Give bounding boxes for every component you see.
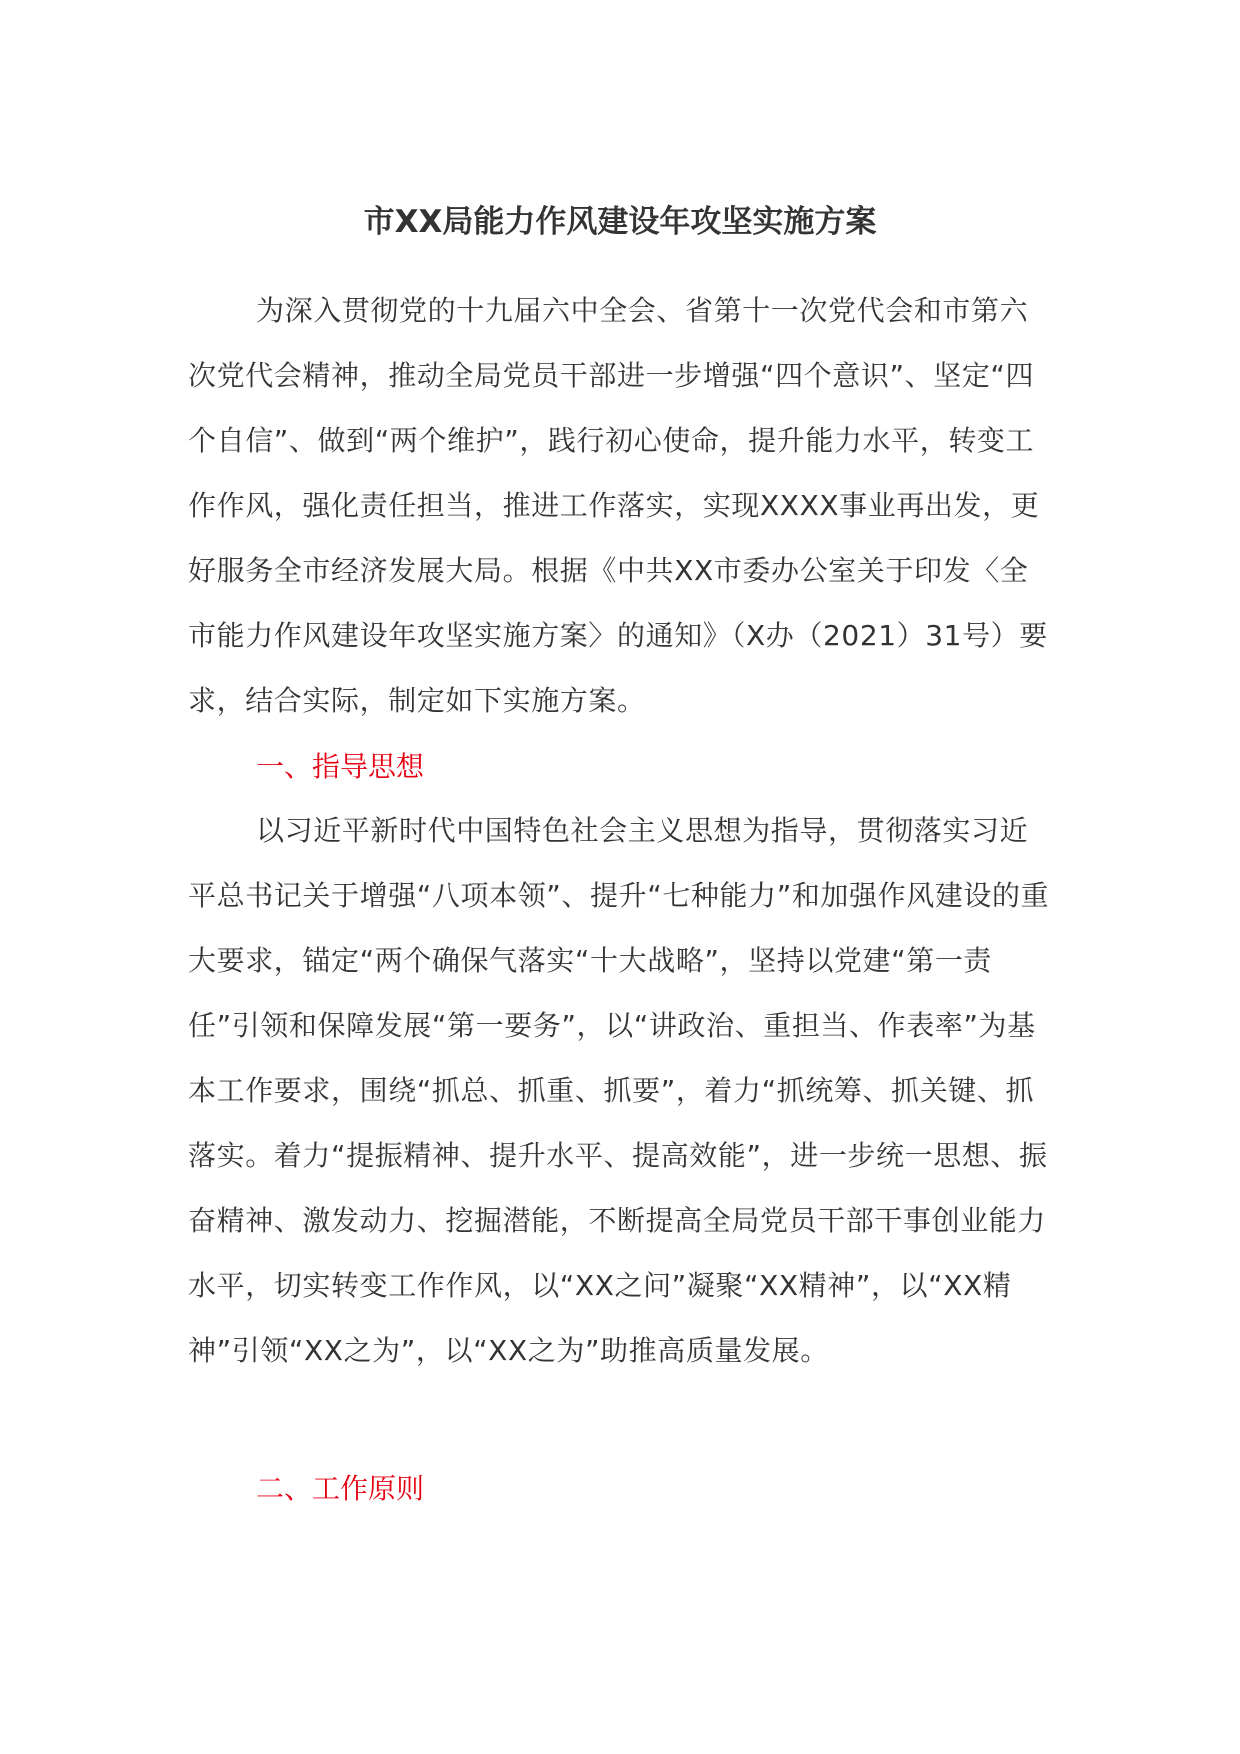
document-title: 市XX局能力作风建设年攻坚实施方案 <box>363 204 877 240</box>
guiding-ideology-paragraph: 以习近平新时代中国特色社会主义思想为指导，贯彻落实习近平总书记关于增强“八项本领”、提升“七种能力”和加强作风建设的重大要求，锚定“两个确保气落实“十大战略”，坚持以党建“第一责任”引领和保障发展“第一要务”，以“讲政治、重担当、作表率”为基本工作要求，围绕“抓总、抓重、抓要”，着力“抓统筹、抓关键、抓落实。着力“提振精神、提升水平、提高效能”，进一步统一思想、振奋精神、激发动力、挖掘潜能，不断提高全局党员干部干事创业能力水平，切实转变工作作风，以“XX之问”凝聚“XX精神”，以“XX精神”引领“XX之为”，以“XX之为”助推高质量发展。 <box>188 814 1050 1367</box>
section-heading-guiding-ideology: 一、指导思想 <box>256 750 425 783</box>
section-heading-work-principles: 二、工作原则 <box>256 1472 425 1505</box>
intro-paragraph: 为深入贯彻党的十九届六中全会、省第十一次党代会和市第六次党代会精神，推动全局党员干部进一步增强“四个意识”、坚定“四个自信”、做到“两个维护”，践行初心使命，提升能力水平，转变工作作风，强化责任担当，推进工作落实，实现XXXX事业再出发，更好服务全市经济发展大局。根据《中共XX市委办公室关于印发〈全市能力作风建设年攻坚实施方案〉的通知》（X办（2021）31号）要求，结合实际，制定如下实施方案。 <box>188 294 1048 717</box>
